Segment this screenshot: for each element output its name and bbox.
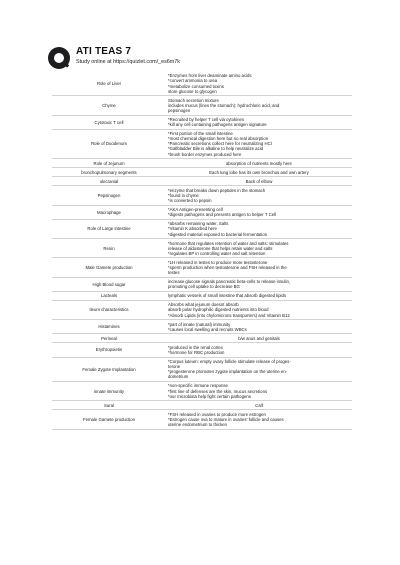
quizlet-logo-icon	[48, 47, 70, 69]
flashcard-term: Erythropoietin	[52, 343, 166, 357]
flashcard-term: Role of Duodenum	[52, 129, 166, 158]
flashcard-row	[52, 96, 352, 115]
flashcard-term: Female Gamete production	[52, 410, 166, 429]
flashcard-row	[52, 219, 352, 238]
flashcard-row	[52, 277, 352, 291]
flashcard-definition: Calf	[166, 401, 352, 410]
flashcard-term: Perineal	[52, 334, 166, 343]
flashcard-row	[52, 300, 352, 319]
flashcard-definition: *produced in the renal cortex *hormone for RBC production	[166, 343, 352, 357]
flashcard-term: Role of Jejunum	[52, 159, 166, 168]
flashcard-row	[52, 205, 352, 219]
flashcard-row	[52, 382, 352, 401]
flashcard-row	[52, 291, 352, 300]
flashcard-row	[52, 159, 352, 168]
flashcard-definition: increase glucose signals pancreatic beta-cells to release insulin, promoting cell uptake to decrease BG	[166, 277, 352, 291]
flashcard-term: Renin	[52, 239, 166, 258]
flashcard-row	[52, 258, 352, 277]
source-link[interactable]: Study online at https://quizlet.com/_es6m7k	[76, 59, 180, 65]
flashcard-term: Role of Liver	[52, 72, 166, 96]
page-title: ATI TEAS 7	[76, 46, 132, 57]
flashcard-row	[52, 186, 352, 205]
flashcard-definition: Stomach secretion mixture includes mucus (lines the stomach): hydrochloric acid, and pepsinogen	[166, 96, 352, 115]
flashcard-row	[52, 334, 352, 343]
flashcard-row	[52, 129, 352, 158]
flashcard-row	[52, 177, 352, 186]
flashcard-definition: *AKA Antigen-presenting cell *digests pathogens and presents antigen to helper T Cell	[166, 205, 352, 219]
flashcard-term: Male Gamete production	[52, 258, 166, 277]
flashcard-row	[52, 115, 352, 129]
flashcard-term: Chyme	[52, 96, 166, 115]
flashcard-definition: Back of elbow	[166, 177, 352, 186]
flashcard-term: bronchopulmonary segments	[52, 168, 166, 177]
flashcard-definition: *FSH released in ovaries to produce more estrogen *Estrogen cause ova to mature in ovaries' follicle and causes uterine endometrium to thicken	[166, 410, 352, 429]
flashcard-definition: absorption of nutrients mostly here	[166, 159, 352, 168]
flashcard-term: Female Zygote Implantation	[52, 357, 166, 381]
flashcard-row	[52, 410, 352, 429]
flashcard-definition: *non-specific immune response *first line of defenses are the skin, mucus secretions *our microbiota help fight certain pathogens	[166, 382, 352, 401]
flashcard-row	[52, 343, 352, 357]
flashcard-row	[52, 168, 352, 177]
flashcard-term: olecranial	[52, 177, 166, 186]
flashcard-term: Cytotoxic T cell	[52, 115, 166, 129]
flashcard-definition: *enzyme that breaks down peptides in the stomach *found in chyme *is converted to pepsin	[166, 186, 352, 205]
flashcard-definition: b/w anus and genitals	[166, 334, 352, 343]
flashcard-term: innate immunity	[52, 382, 166, 401]
flashcard-row	[52, 357, 352, 381]
flashcard-term: Role of Large Intestine	[52, 219, 166, 238]
flashcard-row	[52, 320, 352, 334]
flashcard-term: Macrophage	[52, 205, 166, 219]
flashcard-definition: *Enzymes from liver deaminate amino acids *convert ammonia to urea *metabolize consumed toxins store glucose to glycogen	[166, 72, 352, 96]
document-header	[48, 43, 368, 71]
flashcard-definition: *Corpus luteum: empty ovary follicle stimulate release of proges- terone *progesterone promotes zygote implantation on the uterine en- dometrium	[166, 357, 352, 381]
flashcard-row	[52, 239, 352, 258]
flashcard-row	[52, 401, 352, 410]
flashcard-term: Lacteals	[52, 291, 166, 300]
flashcard-term: Sural	[52, 401, 166, 410]
flashcard-definition: *hormone that regulates retention of water and salts: stimulates release of aldosterone that helps retain water and salts *regulates BP in controlling water and salt retention	[166, 239, 352, 258]
flashcard-term: Pepsinogen	[52, 186, 166, 205]
flashcard-definition: Absorbs what jejunum doesnt absorb absorb polar hydrophilic digested nutrients into blood *Absorb Lipids (into chylomicrons transporters) and Vitamin B12	[166, 300, 352, 319]
flashcard-term: High Blood sugar	[52, 277, 166, 291]
flashcard-row	[52, 72, 352, 96]
flashcard-definition: *part of innate (natural) immunity *causes local swelling and recruits WBCs	[166, 320, 352, 334]
flashcard-term: Histamines	[52, 320, 166, 334]
flashcard-definition: lymphatic vessels of small intestine that absorb digested lipids	[166, 291, 352, 300]
flashcard-definition: *Recruited by helper T cell via cytokines *kill any cell containing pathogens antigen signature	[166, 115, 352, 129]
flashcard-definition: Each lung lobe has its own bronchus and own artery	[166, 168, 352, 177]
flashcard-definition: *First portion of the small intestine *most chemical digestion here but no real absorption *Pancreatic secretions collect here for neutralizing HCl *Gallbladder Bile is alkaline to help neutralize acid *brush border enzymes produced here	[166, 129, 352, 158]
flashcard-definition: *LH released in testes to produce more testosterone *sperm production when testosterone and FSH released in the testes	[166, 258, 352, 277]
flashcard-table	[52, 72, 352, 430]
flashcard-definition: *absorbs remaining water, Salts *Vitamin K absorbed here *digested material exposed to bacterial fermentation	[166, 219, 352, 238]
flashcard-term: Ileum characteristics	[52, 300, 166, 319]
